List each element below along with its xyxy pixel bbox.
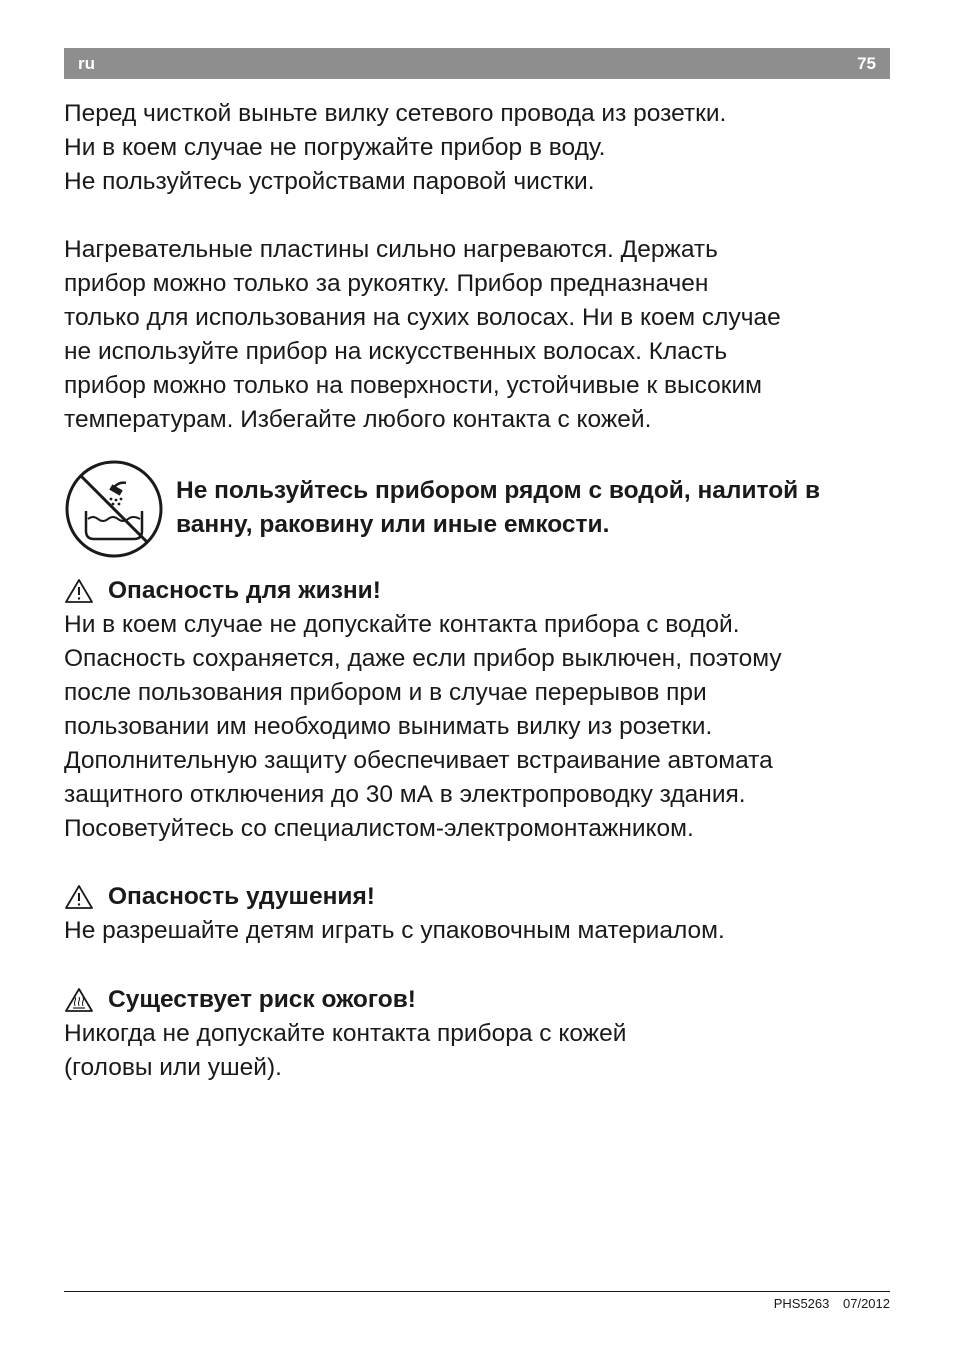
footer-date: 07/2012 xyxy=(843,1296,890,1311)
water-notice xyxy=(176,474,896,542)
text-line: Дополнительную защиту обеспечивает встраивание автомата xyxy=(64,747,773,774)
warning-suffocation-heading xyxy=(64,880,375,914)
warning-triangle-icon xyxy=(64,578,94,604)
no-water-bath-icon xyxy=(64,459,164,559)
text-line: Посоветуйтесь со специалистом-электромонтажником. xyxy=(64,815,694,842)
warning-burn-heading xyxy=(64,983,416,1017)
footer xyxy=(774,1296,890,1311)
text-line: Ни в коем случае не погружайте прибор в воду. xyxy=(64,134,606,161)
text-line: Опасность сохраняется, даже если прибор выключен, поэтому xyxy=(64,645,782,672)
warning-triangle-icon xyxy=(64,884,94,910)
warning-suffocation-body xyxy=(64,914,894,948)
text-line: только для использования на сухих волосах. Ни в коем случае xyxy=(64,304,781,331)
text-line: прибор можно только на поверхности, устойчивые к высоким xyxy=(64,372,763,399)
warning-burn-title: Существует риск ожогов! xyxy=(108,986,416,1013)
warning-life-body xyxy=(64,608,894,846)
text-line: Не пользуйтесь устройствами паровой чистки. xyxy=(64,168,595,195)
warning-life-title: Опасность для жизни! xyxy=(108,577,381,604)
footer-model: PHS5263 xyxy=(773,1296,830,1311)
warning-suffocation-title: Опасность удушения! xyxy=(108,883,375,910)
warning-life-heading xyxy=(64,574,381,608)
warning-burn-body xyxy=(64,1017,894,1085)
text-line: пользовании им необходимо вынимать вилку из розетки. xyxy=(64,713,713,740)
language-code: ru xyxy=(78,53,95,73)
paragraph-cleaning xyxy=(64,97,894,199)
text-line: (головы или ушей). xyxy=(64,1054,282,1081)
text-line: не используйте прибор на искусственных волосах. Класть xyxy=(64,338,728,365)
text-line: Перед чисткой выньте вилку сетевого провода из розетки. xyxy=(64,100,727,127)
text-line: Не разрешайте детям играть с упаковочным материалом. xyxy=(64,917,725,944)
text-line: температурам. Избегайте любого контакта с кожей. xyxy=(64,406,652,433)
text-line: прибор можно только за рукоятку. Прибор предназначен xyxy=(64,270,709,297)
header-bar xyxy=(64,48,890,79)
text-line: Ни в коем случае не допускайте контакта прибора с водой. xyxy=(64,611,740,638)
footer-divider xyxy=(64,1291,890,1292)
page-number: 75 xyxy=(857,53,876,73)
hot-surface-warning-icon xyxy=(64,987,94,1013)
text-line: ванну, раковину или иные емкости. xyxy=(176,511,610,538)
text-line: Никогда не допускайте контакта прибора с кожей xyxy=(64,1020,627,1047)
text-line: Нагревательные пластины сильно нагреваются. Держать xyxy=(64,236,718,263)
text-line: Не пользуйтесь прибором рядом с водой, налитой в xyxy=(176,477,821,504)
text-line: защитного отключения до 30 мА в электропроводку здания. xyxy=(64,781,746,808)
text-line: после пользования прибором и в случае перерывов при xyxy=(64,679,707,706)
paragraph-heating-plates xyxy=(64,233,894,437)
